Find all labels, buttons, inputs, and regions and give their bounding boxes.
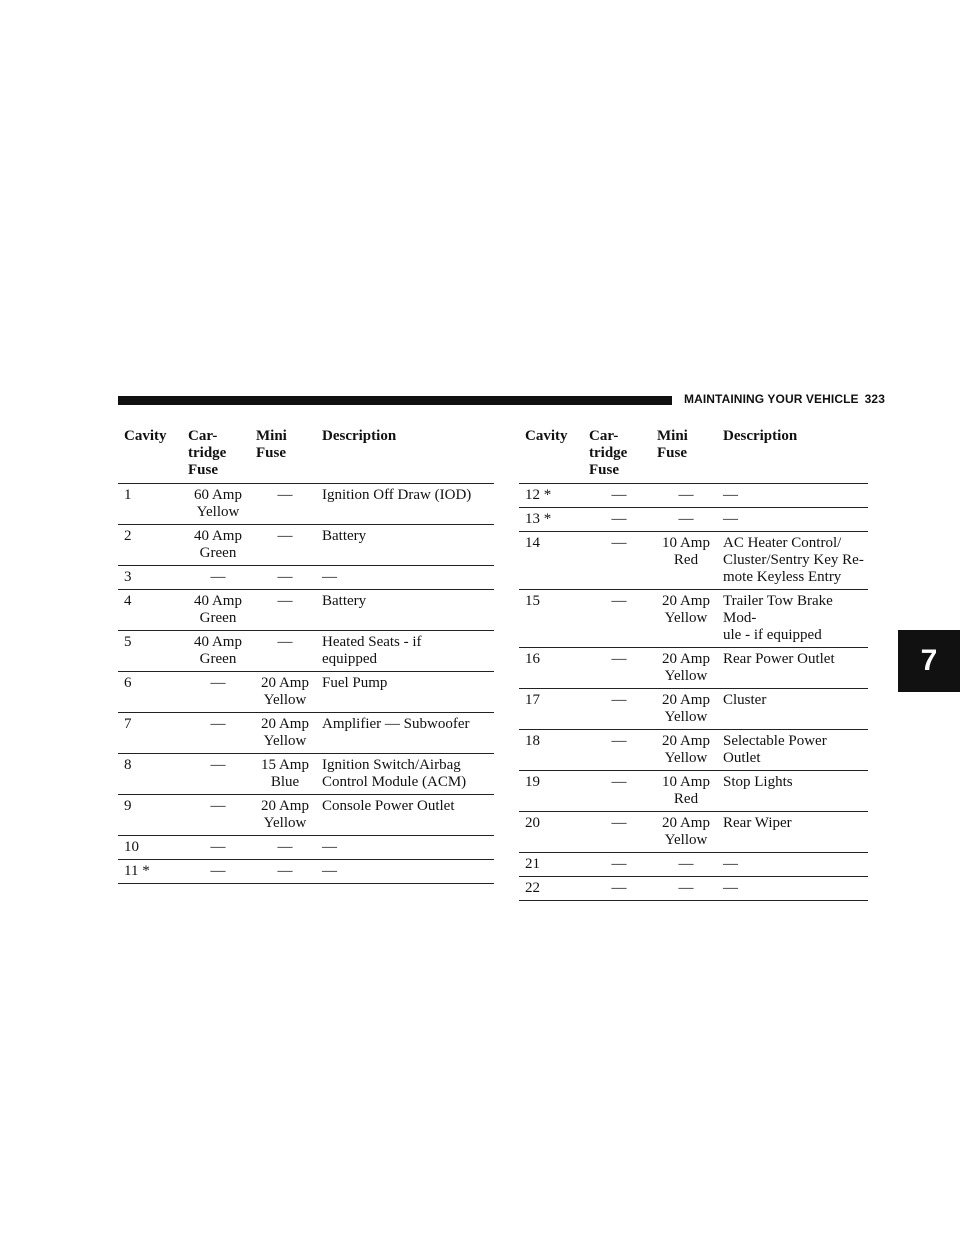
cell-mini [653,771,719,812]
table-row [519,648,868,689]
cell-cartridge [585,771,653,812]
cell-mini-line: 20 Amp [662,815,710,831]
cell-cartridge [184,795,252,836]
cell-mini-line: Yellow [263,692,307,708]
cell-cartridge [184,566,252,590]
cell-description-line: — [322,863,337,879]
cell-description [719,484,868,508]
section-title: MAINTAINING YOUR VEHICLE [684,392,859,406]
cell-description-line: Battery [322,593,367,609]
header-rule [118,396,672,405]
cell-mini-line: Yellow [664,750,708,766]
col-header-cartridge: Car- tridge Fuse [585,425,653,484]
cell-cartridge [585,853,653,877]
table-header-row [118,425,494,484]
table-header-row [519,425,868,484]
table-row [118,836,494,860]
cell-cartridge [585,877,653,901]
table-row [519,853,868,877]
cell-description-line: AC Heater Control/ [723,535,842,551]
table-row [118,860,494,884]
cell-mini-line: Yellow [664,832,708,848]
cell-cartridge [585,590,653,648]
table-row [519,771,868,812]
cell-cartridge-line: — [210,675,226,691]
cell-description-line: Rear Wiper [723,815,792,831]
cell-mini-line: — [678,511,694,527]
cell-cartridge-line: — [210,798,226,814]
cell-cartridge-line: — [611,535,627,551]
cell-cartridge [585,484,653,508]
table-row [519,812,868,853]
cell-cartridge-line: 60 Amp [194,487,242,503]
cell-mini-line: 20 Amp [662,651,710,667]
cell-mini-line: 20 Amp [662,692,710,708]
table-row [118,525,494,566]
cell-cavity: 17 [519,689,585,730]
col-header-mini: Mini Fuse [252,425,318,484]
cell-description [719,648,868,689]
cell-mini-line: 20 Amp [662,593,710,609]
table-row [519,532,868,590]
cell-mini-line: — [277,593,293,609]
table-row [118,795,494,836]
fuse-table-left [118,425,494,884]
cell-cartridge [184,713,252,754]
table-row [519,484,868,508]
cell-mini [252,713,318,754]
cell-description-line: — [723,487,738,503]
cell-description [318,566,494,590]
cell-cavity: 5 [118,631,184,672]
cell-description-line: Cluster/Sentry Key Re- [723,552,864,568]
cell-cartridge [184,836,252,860]
cell-description [318,484,494,525]
cell-mini [653,730,719,771]
cell-description-line: Control Module (ACM) [322,774,467,790]
cell-cartridge-line: Green [199,545,237,561]
cell-cartridge-line: — [611,880,627,896]
col-header-cartridge: Car- tridge Fuse [184,425,252,484]
col-header-mini: Mini Fuse [653,425,719,484]
cell-description-line: Amplifier — Subwoofer [322,716,470,732]
running-header [684,392,885,406]
cell-mini [653,877,719,901]
table-row [118,590,494,631]
table-row [118,713,494,754]
cell-cartridge [184,590,252,631]
cell-cartridge [585,532,653,590]
cell-mini-line: — [277,569,293,585]
cell-cavity: 12 * [519,484,585,508]
cell-cartridge [585,812,653,853]
cell-description-line: Rear Power Outlet [723,651,835,667]
cell-mini [252,836,318,860]
cell-mini-line: — [678,487,694,503]
cell-cartridge-line: 40 Amp [194,593,242,609]
cell-mini-line: — [277,839,293,855]
cell-description [318,590,494,631]
cell-mini [252,631,318,672]
cell-mini-line: 20 Amp [261,675,309,691]
cell-cartridge-line: — [210,716,226,732]
cell-description [719,590,868,648]
cell-cavity: 18 [519,730,585,771]
cell-cartridge [585,689,653,730]
cell-cartridge-line: — [611,733,627,749]
cell-description-line: Fuel Pump [322,675,388,691]
cell-cavity: 4 [118,590,184,631]
cell-cavity: 3 [118,566,184,590]
cell-mini-line: 20 Amp [261,716,309,732]
cell-cartridge [184,631,252,672]
cell-cartridge-line: — [611,774,627,790]
cell-cavity: 6 [118,672,184,713]
table-row [118,754,494,795]
chapter-tab: 7 [898,630,960,692]
cell-mini [252,672,318,713]
cell-cartridge [184,754,252,795]
cell-mini [653,853,719,877]
cell-description-line: ule - if equipped [723,627,822,643]
cell-cartridge [184,672,252,713]
cell-cartridge-line: Green [199,651,237,667]
col-header-cavity: Cavity [118,425,184,484]
cell-mini [252,566,318,590]
fuse-table-right [519,425,868,901]
cell-mini-line: Red [673,552,699,568]
cell-description-line: Console Power Outlet [322,798,455,814]
cell-description-line: Ignition Switch/Airbag [322,757,461,773]
cell-mini [653,812,719,853]
cell-mini [653,508,719,532]
cell-mini [653,689,719,730]
cell-cavity: 22 [519,877,585,901]
cell-description [719,877,868,901]
cell-cavity: 10 [118,836,184,860]
cell-description-line: equipped [322,651,377,667]
cell-description [318,525,494,566]
cell-mini-line: — [277,487,293,503]
cell-cavity: 1 [118,484,184,525]
cell-cavity: 8 [118,754,184,795]
cell-mini-line: — [277,528,293,544]
cell-mini-line: Yellow [664,709,708,725]
cell-cavity: 14 [519,532,585,590]
cell-cartridge-line: — [210,863,226,879]
cell-mini-line: — [678,856,694,872]
cell-description-line: — [723,880,738,896]
cell-cartridge [184,860,252,884]
cell-cartridge-line: — [210,757,226,773]
cell-description-line: — [723,856,738,872]
cell-cavity: 20 [519,812,585,853]
cell-mini-line: Yellow [263,733,307,749]
cell-description [318,754,494,795]
table-row [118,672,494,713]
cell-mini-line: Yellow [664,668,708,684]
table-row [519,590,868,648]
cell-cavity: 9 [118,795,184,836]
cell-mini-line: — [678,880,694,896]
cell-description [318,672,494,713]
table-row [118,484,494,525]
cell-description [719,532,868,590]
cell-description-line: Ignition Off Draw (IOD) [322,487,472,503]
cell-description [318,795,494,836]
table-row [118,566,494,590]
cell-mini [653,590,719,648]
cell-cavity: 13 * [519,508,585,532]
page-number: 323 [864,392,885,406]
cell-cartridge-line: — [611,593,627,609]
cell-cartridge [184,525,252,566]
cell-cartridge-line: 40 Amp [194,528,242,544]
cell-description-line: Trailer Tow Brake Mod- [723,593,833,626]
cell-cartridge-line: Yellow [196,504,240,520]
cell-cavity: 16 [519,648,585,689]
cell-description-line: Selectable Power Outlet [723,733,827,766]
cell-description [719,508,868,532]
cell-cartridge-line: — [611,692,627,708]
cell-description [719,730,868,771]
cell-mini-line: Red [673,791,699,807]
cell-cartridge-line: 40 Amp [194,634,242,650]
table-row [519,689,868,730]
cell-description-line: — [322,839,337,855]
cell-mini-line: 10 Amp [662,774,710,790]
cell-mini [252,525,318,566]
table-row [519,877,868,901]
cell-mini [252,860,318,884]
cell-mini-line: 15 Amp [261,757,309,773]
cell-cartridge [585,730,653,771]
cell-cartridge-line: — [611,511,627,527]
cell-mini [653,484,719,508]
cell-cartridge-line: — [611,856,627,872]
cell-description [318,631,494,672]
cell-description-line: Stop Lights [723,774,793,790]
cell-cavity: 21 [519,853,585,877]
cell-mini [252,754,318,795]
cell-mini-line: — [277,863,293,879]
cell-mini-line: 20 Amp [261,798,309,814]
fuse-table-right-body [519,484,868,901]
table-row [519,730,868,771]
cell-mini-line: 10 Amp [662,535,710,551]
col-header-description: Description [318,425,494,484]
table-row [519,508,868,532]
cell-mini [252,590,318,631]
cell-mini [252,484,318,525]
cell-description [719,771,868,812]
fuse-table-left-body [118,484,494,884]
cell-cavity: 19 [519,771,585,812]
cell-mini-line: Yellow [263,815,307,831]
cell-description-line: Heated Seats - if [322,634,422,650]
col-header-description: Description [719,425,868,484]
cell-cartridge-line: — [611,815,627,831]
cell-cavity: 2 [118,525,184,566]
cell-description [318,836,494,860]
cell-description [318,713,494,754]
cell-cartridge-line: — [210,569,226,585]
cell-mini [653,648,719,689]
cell-cartridge [585,508,653,532]
cell-mini [653,532,719,590]
cell-cartridge [585,648,653,689]
cell-description [719,812,868,853]
cell-description-line: mote Keyless Entry [723,569,842,585]
cell-description [318,860,494,884]
cell-cartridge-line: — [611,487,627,503]
cell-description-line: — [322,569,337,585]
cell-cartridge-line: Green [199,610,237,626]
table-row [118,631,494,672]
cell-mini [252,795,318,836]
cell-description-line: Cluster [723,692,767,708]
cell-cavity: 15 [519,590,585,648]
cell-mini-line: Blue [270,774,300,790]
cell-mini-line: — [277,634,293,650]
cell-cartridge-line: — [611,651,627,667]
cell-cartridge [184,484,252,525]
cell-description-line: Battery [322,528,367,544]
cell-mini-line: 20 Amp [662,733,710,749]
cell-mini-line: Yellow [664,610,708,626]
cell-description [719,689,868,730]
cell-cavity: 11 * [118,860,184,884]
cell-cartridge-line: — [210,839,226,855]
cell-description [719,853,868,877]
cell-cavity: 7 [118,713,184,754]
cell-description-line: — [723,511,738,527]
col-header-cavity: Cavity [519,425,585,484]
